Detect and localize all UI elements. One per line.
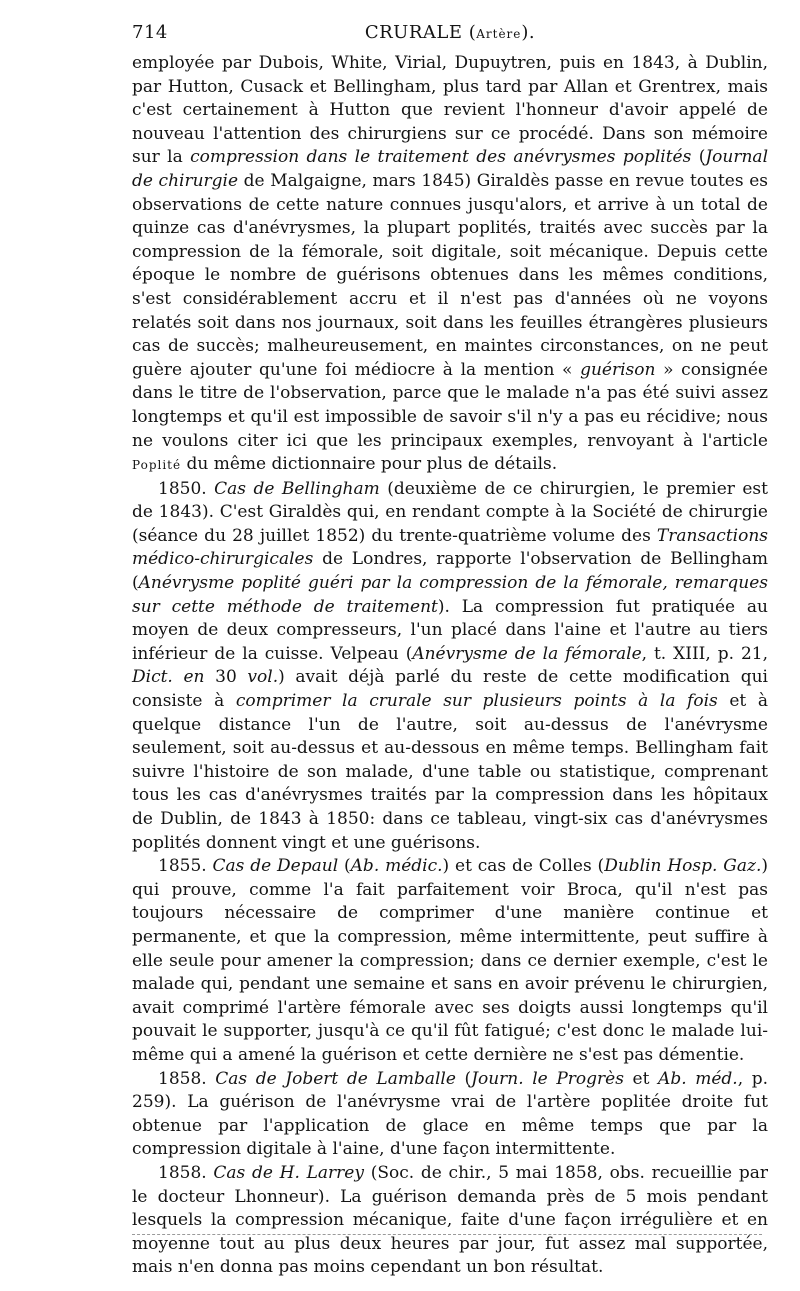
text-segment: ( [338,856,351,877]
text-segment: ) avait déjà parlé du reste de cette modification qui consiste à [132,667,768,712]
document-page [132,22,768,1280]
running-title-main: CRURALE ( [364,22,477,43]
text-segment: 1858. [158,1068,216,1089]
italic-text: Dublin Hosp. Gaz. [604,856,762,877]
text-segment: ( [455,1068,472,1089]
text-segment: de Malgaigne, mars 1845) Giraldès passe en revue toutes es observations de cette nature connues jusqu'alors, et arrive à un total de quinze cas d'anévrysmes, la plupart poplités, traités avec succès par la compression de la fémorale, soit digitale, soit mécanique. Depuis cette époque le nombre de guérisons obtenues dans les mêmes conditions, s'est considérablement accru et il n'est pas d'années où ne voyons relatés soit dans nos journaux, soit dans les feuilles étrangères plusieurs cas de succès; malheureusement, en maintes circonstances, on ne peut guère ajouter qu'une foi médiocre à la mention « [132,170,768,380]
italic-text: Cas de H. Larrey [213,1162,364,1183]
italic-text: Dict. en [132,667,205,688]
body-text [132,52,768,1280]
paragraph-depaul-1855 [132,855,768,1067]
italic-text: Anévrysme de la fémorale [412,643,642,664]
italic-text: guérison [580,359,656,380]
text-segment: et [623,1068,659,1089]
text-segment: 1858. [158,1162,214,1183]
text-segment: 1855. [158,856,213,877]
italic-text: vol. [247,667,279,688]
text-segment: (deuxième de ce chirurgien, le premier est de 1843). C'est Giraldès qui, en rendant compte à la Société de chirurgie (séance du 28 juillet 1852) du trente-quatrième volume des [132,478,768,546]
text-segment: ). La compression fut pratiquée au moyen de deux compresseurs, l'un placé dans l'aine et l'autre au tiers inférieur de la cuisse. Velpeau ( [132,596,768,664]
running-head [132,22,768,52]
text-segment: , t. XIII, p. 21, [641,643,768,664]
text-segment: du même dictionnaire pour plus de détails. [181,454,558,475]
running-title-smallcaps: Artère [476,27,522,41]
running-title [132,22,768,43]
italic-text: Ab. méd. [658,1068,738,1089]
italic-text: Cas de Bellingham [214,478,380,499]
text-segment: (Soc. de chir., 5 mai 1858, obs. recueillie par le docteur Lhonneur). La guérison demanda près de 5 mois pendant lesquels la compression mécanique, faite d'une façon irrégulière et en moyenne tout au plus deux heures par jour, fut assez mal supportée, mais n'en donna pas moins cependant un bon résultat. [132,1162,768,1278]
text-segment: de Londres, rapporte l'observation de Bellingham ( [132,549,768,594]
text-segment: , p. 259). La guérison de l'anévrysme vrai de l'artère poplitée droite fut obtenue par l'application de glace en même temps que par la compression digitale à l'aine, d'une façon intermittente. [132,1068,768,1160]
text-segment: 1850. [158,478,215,499]
italic-text: Anévrysme poplité guéri par la compression de la fémorale, remarques sur cette méthode de traitement [132,573,768,617]
smallcaps-text: Poplité [132,458,182,473]
italic-text: Ab. médic. [350,856,443,877]
italic-text: Journal de chirurgie [132,147,769,191]
page-number: 714 [132,22,168,43]
italic-text: compression dans le traitement des anévrysmes poplités [190,147,692,168]
italic-text: Cas de Jobert de Lamballe [215,1068,456,1089]
text-segment: ) qui prouve, comme l'a fait parfaitement voir Broca, qu'il n'est pas toujours nécessaire de comprimer d'une manière continue et permanente, et que la compression, même intermittente, peut suffire à elle seule pour amener la compression; dans ce dernier exemple, c'est le malade qui, pendant une semaine et sans en avoir prévenu le chirurgien, avait comprimé l'artère fémorale avec ses doigts aussi longtemps qu'il pouvait le supporter, jusqu'à ce qu'il fût fatigué; c'est donc le malade lui-même qui a amené la guérison et cette dernière ne s'est pas démentie. [132,856,768,1065]
italic-text: Journ. le Progrès [471,1068,624,1089]
italic-text: comprimer la crurale sur plusieurs points à la fois [235,691,718,712]
italic-text: Transactions médico-chirurgicales [132,525,768,570]
paragraph-jobert-1858 [132,1068,768,1162]
text-segment: ) et cas de Colles ( [442,856,605,877]
running-title-end: ). [521,22,536,43]
text-segment: ( [691,147,706,168]
text-segment: 30 [204,667,248,688]
italic-text: Cas de Depaul [212,856,339,877]
paragraph-bellingham-1850 [132,478,768,856]
text-segment: » consignée dans le titre de l'observation, parce que le malade n'a pas été suivi assez longtemps et qu'il est impossible de savoir s'il n'y a pas eu récidive; nous ne voulons citer ici que les principaux exemples, renvoyant à l'article [132,359,768,451]
paragraph-continued [132,52,768,478]
paragraph-larrey-1858 [132,1162,768,1280]
text-segment: employée par Dubois, White, Virial, Dupuytren, puis en 1843, à Dublin, par Hutton, Cusack et Bellingham, plus tard par Allan et Grentrex, mais c'est certainement à Hutton que revient l'honneur d'avoir appelé de nouveau l'attention des chirurgiens sur ce procédé. Dans son mémoire sur la [132,53,768,168]
footer-rule [132,1234,762,1235]
text-segment: et à quelque distance l'un de l'autre, soit au-dessus de l'anévrysme seulement, soit au-dessus et au-dessous en même temps. Bellingham fait suivre l'histoire de son malade, d'une table ou statistique, comprenant tous les cas d'anévrysmes traités par la compression dans les hôpitaux de Dublin, de 1843 à 1850: dans ce tableau, vingt-six cas d'anévrysmes poplités donnent vingt et une guérisons. [132,691,768,853]
